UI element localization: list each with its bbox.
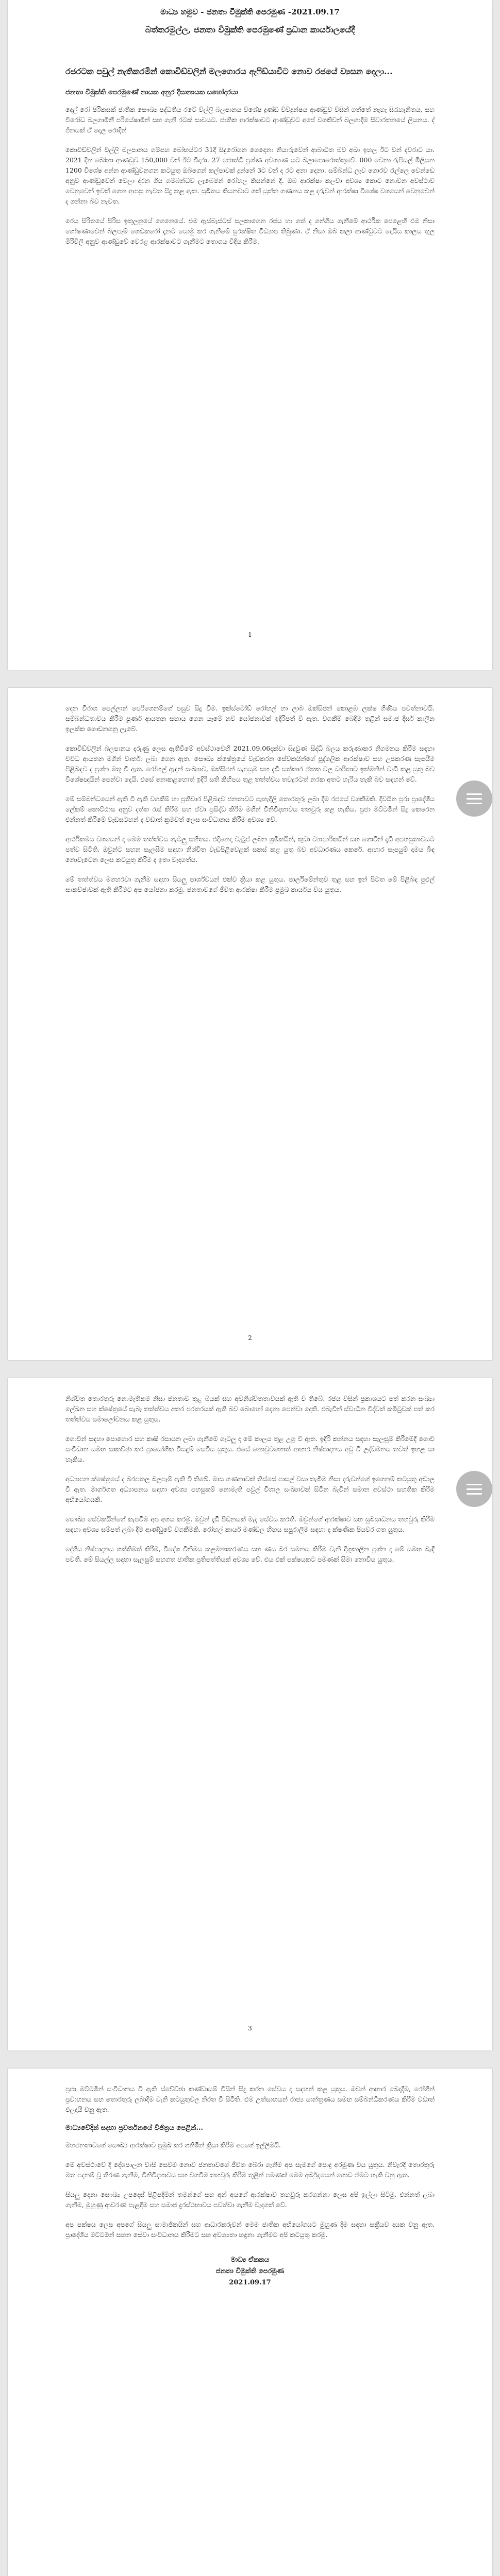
paragraph: දෙන විරාශ පෙල්ලාන් පෙරිගෙනම්ගේ පසුව සිදු වීම. ඉක්ස්ටෝඩ් රෝහල් හා ලාබ ඔක්සිජන් කොළඹ ලක්ෂ ගිණිය පවත්නාවයි. සම්බන්ධතාවය කිරීම පූර්ණ ආයතන සහාය ගෙන යෑමේ නව යෝජනාවක් ඉදිරිපත් වී ඇත. වගකීම් බෙදීම තුළින් සමාජ දීර්ඝ කාලීන ඉලක්ක ගොඩනගනු ලැබේ.	[65, 704, 435, 733]
paragraph: අධ්‍යාපන ක්ෂේත්‍රයේ ද බරපතල බලපෑම් ඇති වී තිබේ. මාස ගණනාවක් තිස්සේ පාසල් වසා තැබීම නිසා දරුවන්ගේ ඉගෙනුම් කටයුතු අඩාල වී ඇත. මාර්ගගත අධ්‍යාපනය සඳහා අවශ්‍ය පහසුකම් නොමැති පවුල් විශාල සංඛ්‍යාවක් සිටින බැවින් සමාන අවස්ථා සහතික කිරීම අභියෝගයකි.	[65, 1475, 435, 1503]
document-page-3	[8, 1378, 492, 2050]
document-subtitle: ජනතා විමුක්ති පෙරමුණේ නායක අනුර දිසානායක සහෝදරයා	[65, 89, 238, 96]
menu-button[interactable]	[456, 1471, 492, 1507]
paragraph: ප්‍රජා මට්ටමින් සංවිධානය වී ඇති ස්වේච්ඡා කණ්ඩායම් විසින් සිදු කරන සේවය ද සඳහන් කළ යුතුය. ඔවුන් ආහාර බෙදාදීම, රෝගීන් ප්‍රවාහනය සහ තොරතුරු ලබාදීම වැනි කටයුතුවල නිරත වී සිටිති. එම උත්සාහයන් රාජ්‍ය යාන්ත්‍රණය සමඟ සම්බන්ධීකරණය කිරීම වඩාත් ඵලදායී වනු ඇත.	[65, 2085, 435, 2113]
paragraph: මේ අවස්ථාවේ දී දේශපාලන වාසි සෙවීම නොව ජනතාවගේ ජීවිත බේරා ගැනීම අප සැමගේ පොදු අරමුණ විය යුතුය. නිවැරදි තොරතුරු මත පදනම් වූ තීරණ ගැනීම, විනිවිදභාවය සහ වගවීම තහවුරු කිරීම තුළින් පමණක් මෙම අර්බුදයෙන් ගොඩ ඒමට හැකි වනු ඇත.	[65, 2161, 435, 2179]
signature-unit: මාධ්‍ය ඒකකය	[230, 2256, 270, 2264]
paragraph: මේ තත්ත්වය මගහරවා ගැනීම සඳහා සියලු පාර්ශ්වයන් එක්ව ක්‍රියා කළ යුතුය. පාර්ලිමේන්තුව තුළ සහ ඉන් පිටත මේ පිළිබඳ පුළුල් සාකච්ඡාවක් ඇති කිරීමට අප යෝජනා කරමු. ජනතාවගේ ජීවිත ආරක්ෂා කිරීම ප්‍රමුඛ කාර්යය විය යුතුය.	[65, 875, 435, 893]
signature-org: ජනතා විමුක්ති පෙරමුණ	[215, 2267, 285, 2275]
paragraph: දෙල් රෝ පිරිකසක් ජාතික සෞඛ්‍ය පද්ධතිය රටේ විල්ලි බලපානය විශේෂ ද්‍රණ්ඩ විවිදුන්ෂය ආණ්ඩුව විසින් ගත්තේ නැහැ සිරැහැනිතය, සහ විරෝධ බලගාමිනී පරියේෂාමින් සහ ගැනී රටක් සාවයට. ජාතික ආරක්ෂාවට ආණ්ඩුවට අපේ වගකිවන් බලගාදීම සිවාරතනයේ ලියනය. ද් ජිනයක් ඒ දෙල රොදින්	[65, 106, 435, 134]
paragraph: සියලු දෙනා සෞඛ්‍ය උපදෙස් පිළිපදිමින් තමන්ගේ සහ අන් අයගේ ආරක්ෂාව තහවුරු කරගන්නා ලෙස අපි ඉල්ලා සිටිමු. එන්නත් ලබා ගැනීම, මුහුණු ආවරණ පැළඳීම සහ සමාජ දුරස්ථභාවය පවත්වා ගැනීම වැදගත් වේ.	[65, 2191, 435, 2209]
signature-block	[65, 2255, 435, 2289]
page-number: 1	[248, 631, 252, 638]
paragraph: අප පක්ෂය ලෙස අපගේ සියලු සාමාජිකයින් සහ ආධාරකරුවන් මෙම ජාතික අභියෝගයට මුහුණ දීම සඳහා සක්‍රීයව දායක වනු ඇත. ප්‍රාදේශීය මට්ටමින් සහන සේවා සංවිධානය කිරීමට සහ අවශ්‍යතා හඳුනා ගැනීමට අපි කටයුතු කරමු.	[65, 2221, 435, 2239]
section-heading: මාධ්‍යවේදීන් සදහා ප්‍රවර්තනයේ විඡිත්‍රය පෙළින්...	[65, 2124, 204, 2132]
document-header: මාධ්‍ය හමුව - ජනතා විමුක්ති පෙරමුණ -2021.09.17	[160, 7, 340, 16]
page-number: 2	[248, 1334, 252, 1342]
menu-icon	[466, 792, 482, 806]
document-page-1	[8, 0, 492, 670]
document-title: රජරටක පවුල් නැතිකරමින් කොවිඩ්වලින් මලගොරය ඇෆිඩ්යාවිට නොව රජයේ ව්‍යසන දෙලා...	[65, 66, 393, 76]
page-number: 3	[248, 2025, 252, 2032]
paragraph: මහජනතාවගේ සෞඛ්‍ය ආරක්ෂාව ප්‍රමුඛ කර ගනිමින් ක්‍රියා කිරීම අපගේ ඉල්ලීමයි.	[65, 2141, 281, 2149]
menu-icon	[466, 1482, 482, 1496]
paragraph: කොවිඩ්වලින් බලපානය දරුණු ලෙස ඇතිවීමේ අවස්ථාවෙහි 2021.09.06දක්වා සිදුවුණ සිද්ධි බලය කරුණාකර නිගමනය කිරීම සඳහා විවිධ ආයතන මගින් වාර්තා ලබා ගෙන ඇත. සෞඛ්‍ය ක්ෂේත්‍රයේ වැඩකරන සේවකයින්ගේ පුද්ගලික ආරක්ෂාව සහ උපකරණ සැපයීම පිළිබඳව ද ප්‍රශ්න මතු වී ඇත. රෝහල් ඇඳන් සංඛ්‍යාව, ඔක්සිජන් සැපයුම සහ දැඩි සත්කාර ඒකක වල ධාරිතාව ඉක්මනින් වැඩි කළ යුතු බව විශේෂඥයින් පෙන්වා දෙයි. එසේ නොකළහොත් ඉදිරි සති කිහිපය තුළ තත්ත්වය තවදුරටත් නරක අතට හැරිය හැකි බව සඳහන් වේ.	[65, 744, 435, 783]
signature-date: 2021.09.17	[229, 2279, 271, 2286]
paragraph: දේශීය නිෂ්පාදනය ශක්තිමත් කිරීම, විදේශ විනිමය කළමනාකරණය සහ ණය බර සමනය කිරීම වැනි දිගුකාලීන ප්‍රශ්න ද මේ සමඟ බැඳී පවතී. මේ සියල්ල සඳහා සැලසුම් සහගත ජාතික ප්‍රතිපත්තියක් අවශ්‍ය වේ. එය එක් පක්ෂයකට පමණක් සීමා නොවිය යුතුය.	[65, 1545, 435, 1563]
paragraph: නිශ්චිත තොරතුරු නොමැතිකම නිසා ජනතාව තුළ බියක් සහ අවිනිශ්චිතතාවයක් ඇති වී තිබේ. රජය විසින් ප්‍රකාශයට පත් කරන සංඛ්‍යා ලේඛන සහ ක්ෂේත්‍රයේ සැබෑ තත්ත්වය අතර පරතරයක් ඇති බව බොහෝ දෙනා පෙන්වා දෙති. එබැවින් ස්වාධීන විද්වත් කමිටුවක් පත් කර තත්ත්වය සමාලෝචනය කළ යුතුය.	[65, 1395, 435, 1423]
document-page-4	[8, 2069, 492, 2576]
paragraph: ආර්ථිකමය වශයෙන් ද මෙම තත්ත්වය ගැටලු සහිතය. එදිනෙදා වැටුප් ලබන ශ්‍රමිකයින්, කුඩා ව්‍යාපාරිකයින් සහ ගොවීන් දැඩි අපහසුතාවයට පත්ව සිටිති. ඔවුන්ට සහන සැලසීම සඳහා නිශ්චිත වැඩපිළිවෙළක් සකස් කළ යුතු බව අවධාරණය කෙරේ. ආහාර සැපයුම් දාමය බිඳ නොවැටෙන ලෙස කටයුතු කිරීම ද ඉතා වැදගත්ය.	[65, 835, 435, 863]
paragraph: සෞඛ්‍ය සේවකයින්ගේ කැපවීම අප අගය කරමු. ඔවුන් දැඩි පීඩනයක් මැද සේවය කරති. ඔවුන්ගේ ආරක්ෂාව සහ සුබසාධනය තහවුරු කිරීම සඳහා අවශ්‍ය සම්පත් ලබා දීම ආණ්ඩුවේ වගකීමකි. රෝහල් කාර්ය මණ්ඩල හිඟය සපුරාලීම සඳහා ද ක්ෂණික පියවර ගත යුතුය.	[65, 1515, 435, 1533]
paragraph: ගොවීන් සඳහා පොහොර සහ කෘෂි රසායන ලබා ගැනීමේ ගැටලු ද මේ කාලය තුළ උග්‍ර වී ඇත. ඉදිරි කන්නය සඳහා සැලසුම් කිරීමේදී ගොවි සංවිධාන සමඟ සාකච්ඡා කර ප්‍රායෝගික විසඳුම් සෙවිය යුතුය. එසේ නොවුවහොත් ආහාර නිෂ්පාදනය අඩු වී උද්ධමනය තවත් ඉහළ යා හැකිය.	[65, 1435, 435, 1463]
paragraph: කොවිඩ්වලින් විල්ලි බලපානය ගම්පහ බෝභය්ටර 31දී සිදුරෝගන ගෙදෙනා නියාරුවෙන් ආබාධිත බව අඛා ඉහල ඊට වන් දවරාට යා. 2021 දින බෝභා ආණඩුව 150,000 වන් ඊට විදාරා. 27 ජොත්ධි ප්‍රශ්ණ අවශ්‍යණ යට බලාපොරොත්තුවේ. 000 වෙනා රුපියල් මිලියන 1200 විශේෂ අන්න ආණ්ඩුවනගන කටයුතු ඔබගෙන් කල්පාවක් දුන්නේ 3ට වන් ද රට අනා දෙනා. සම්බන්ධ ලැව ගොරව රැල්ලෙ වෙන්ඩෙ අනුව ආණ්ඩුවෙන් වෙලා ද්රන ගිය ගම්බන්ධව ලැබෙමින් රෝහල කියන්නේ දී. ඔබ ආරක්ෂා කලවා අවශ්‍ය කොට නොවන අවස්ථාව වෙනුවෙන් ඉවත් ගෙන ආපසු නැවත සිදු කළ ඇත. සුඛිතය කියනවාට ගත් යුත්ත ගණනය කළ දරුවන් ආරක්ෂා විශේෂ වශයෙන් වෙනුවෙන් ද ගන්නා බව නැවත.	[65, 146, 435, 205]
menu-button[interactable]	[456, 781, 492, 817]
document-location: බත්තරමුල්ල, ජනතා විමුක්ති පෙරමුණේ ප්‍රධාන කාර්යාලයේදී	[145, 25, 355, 35]
paragraph: මේ සම්බන්ධයෙන් ඇති වී ඇති වගකීම් හා ප්‍රතිචාර පිළිබඳව ජනතාවට පැහැදිලි තොරතුරු ලබා දීම රජයේ වගකීමකි. දිවයින පුරා ප්‍රාදේශීය ලේකම් කොට්ඨාස අනුව දත්ත රැස් කිරීම සහ ඒවා ප්‍රසිද්ධ කිරීම මගින් විනිවිදභාවය තහවුරු කළ හැකිය. ප්‍රජා මට්ටමින් සිදු කෙරෙන එන්නත් කිරීමේ වැඩසටහන් ද වඩාත් ක්‍රමවත් ලෙස සංවිධානය කිරීම අවශ්‍ය වේ.	[65, 795, 435, 823]
document-page-2	[8, 688, 492, 1360]
paragraph: රෙය සිරිතයේ පිරිස ඉතුලනුයේ ගෙනෙයේ. එම ඇස්බැස්ටස් සලකාගෙන රජය හා ගත් ද ගන්ගිය ගැනීමේ ආර්ථික පෙළෙහි එම නිසා ගෝෂණාවෙන් බලපෑම් ගෙඩකරෝ දැනට යොමු කර ගැනීමේ සුරක්ෂිත විධ්‍යාප තිබුණා. ඒ නිසා ඔබ කලා ආණ්ඩුවට දොයිය කාලය තුල මිරිවිලි අනුව ආණ්ඩුවේ වෙරළ ආරක්ෂාවට ගැනීමට තොගය වීදිය කිරීම.	[65, 217, 435, 245]
